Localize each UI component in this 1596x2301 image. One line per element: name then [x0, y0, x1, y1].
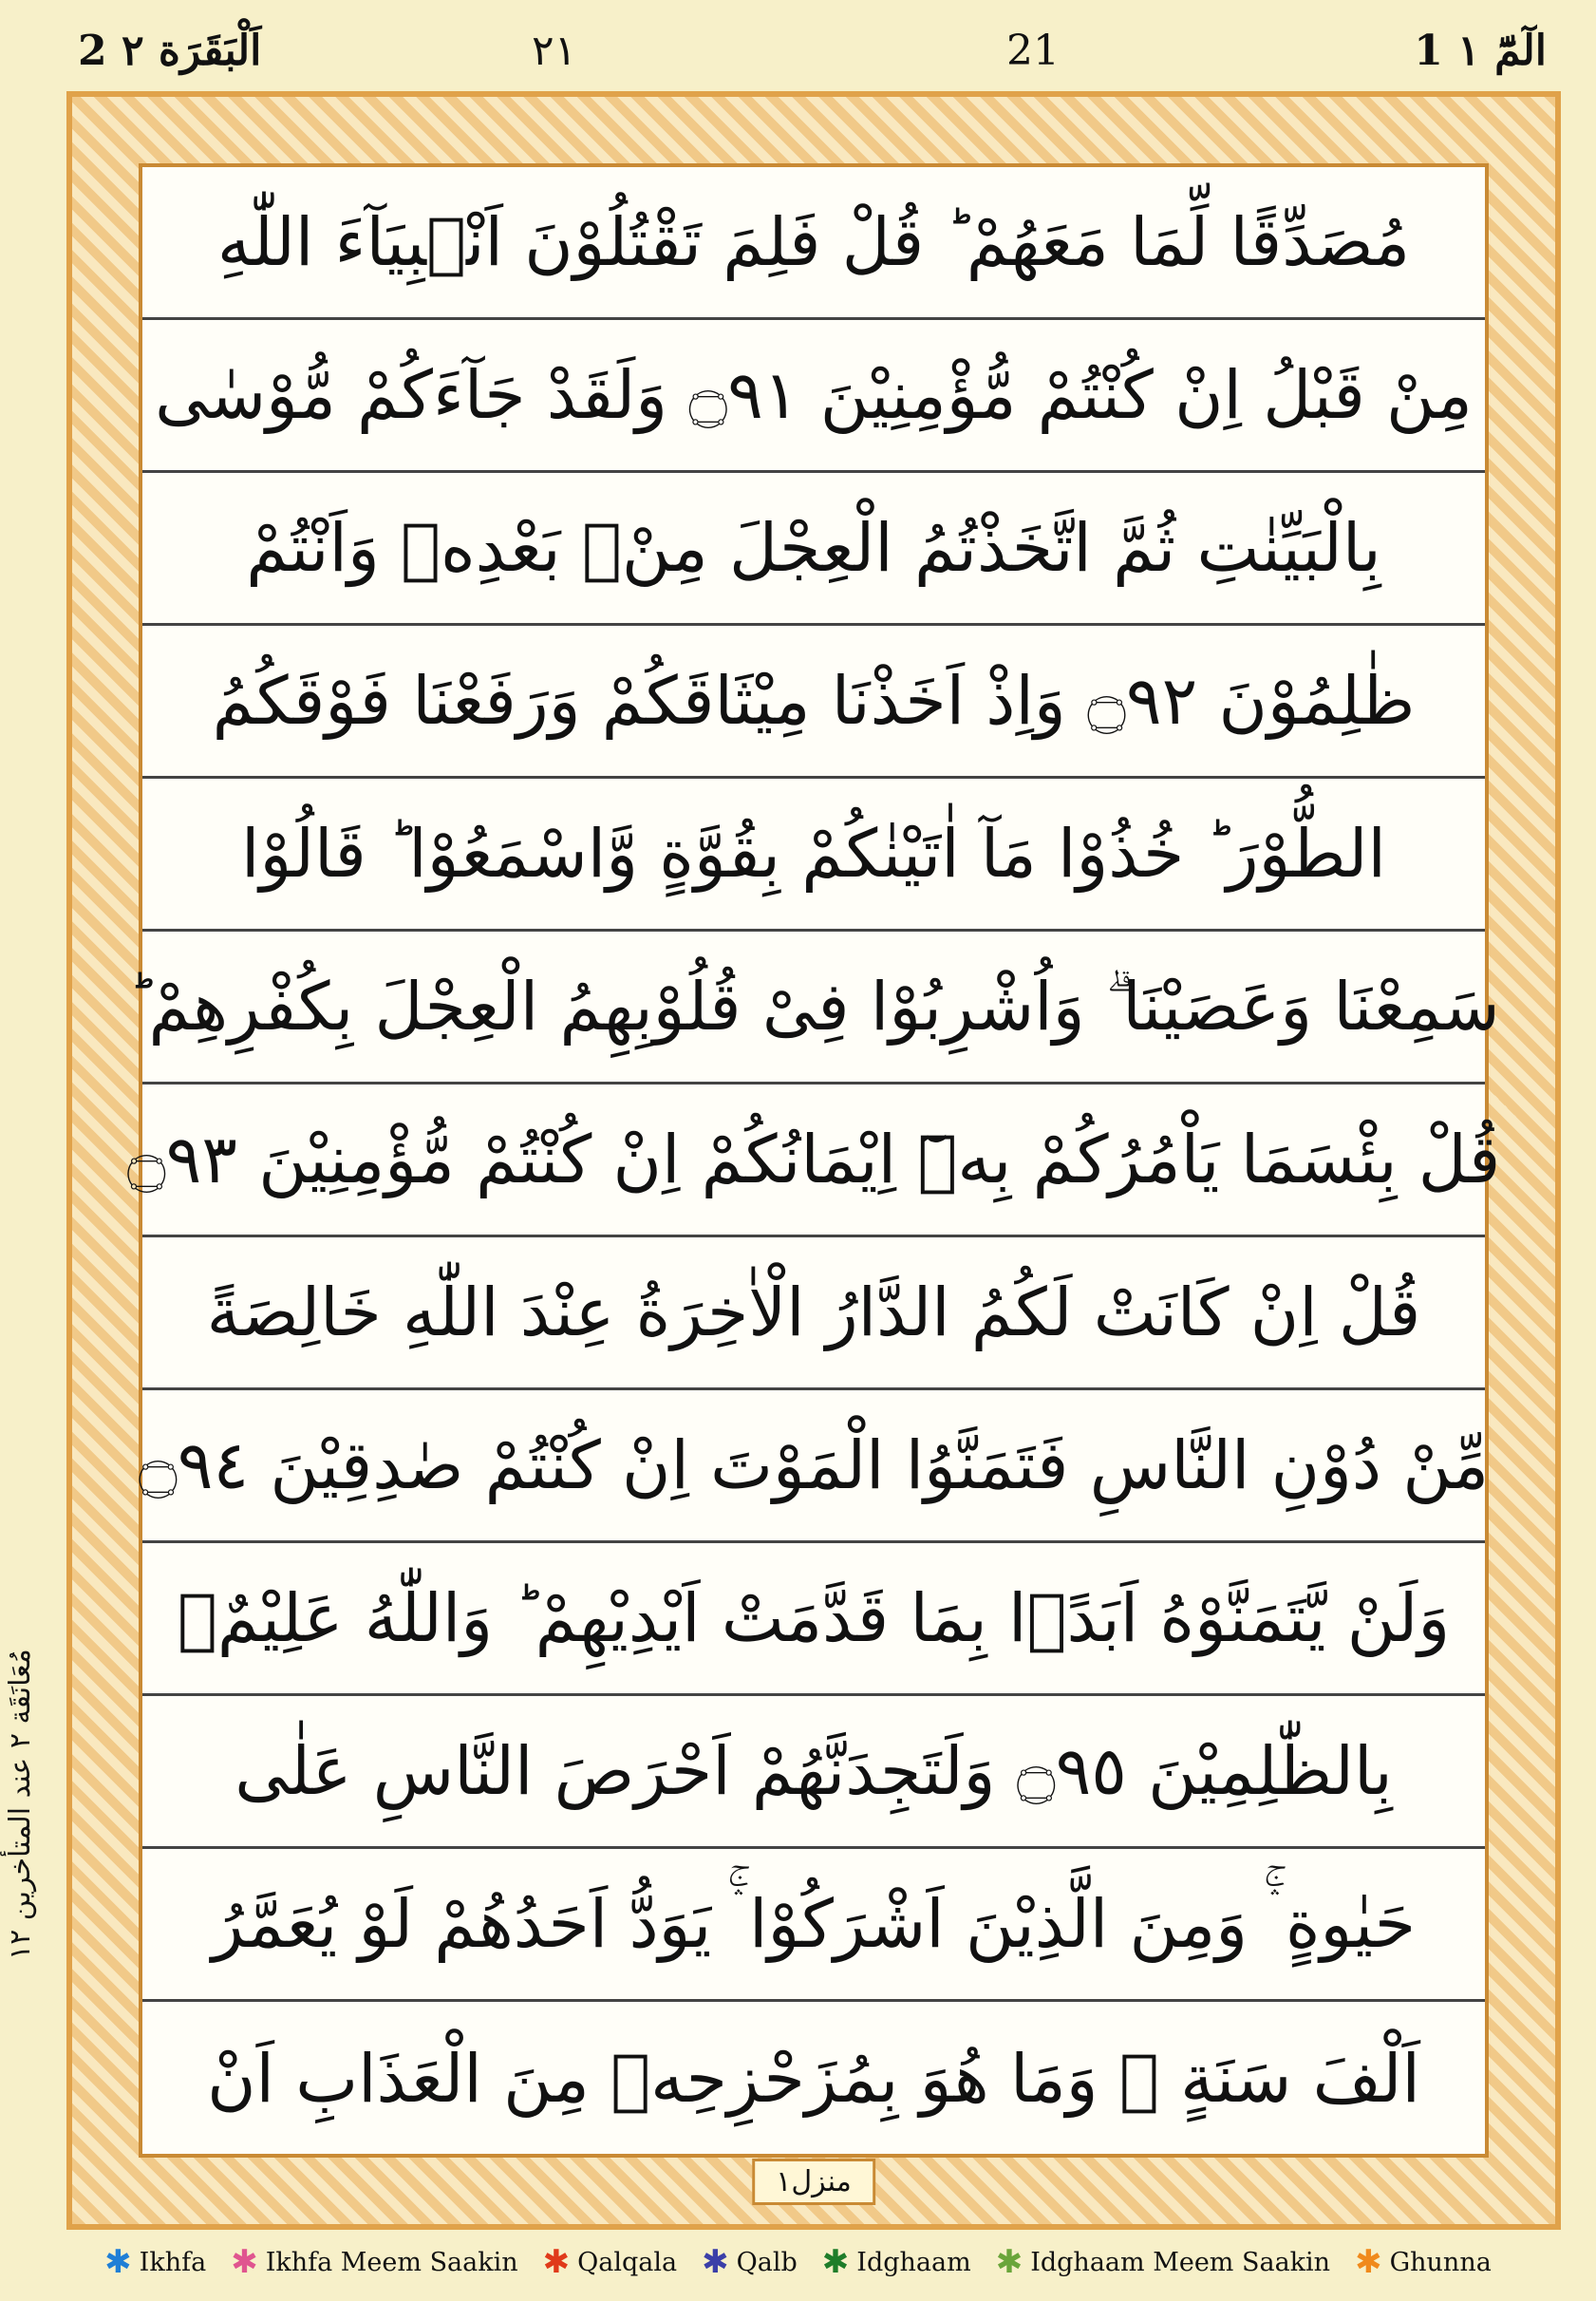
legend-label: Ikhfa — [139, 2247, 207, 2277]
legend-item-idghaam-meem-saakin — [995, 2243, 1331, 2281]
legend-item-qalqala — [542, 2243, 678, 2281]
star-icon: ✱ — [821, 2243, 850, 2281]
legend-label: Qalqala — [577, 2247, 678, 2277]
page-number: 21 — [1006, 27, 1060, 75]
verse-line: قُلْ بِئْسَمَا يَاْمُرُكُمْ بِهٖٓ اِيْمَانُكُمْ اِنْ كُنْتُمْ مُّؤْمِنِيْنَ ۝٩٣ — [142, 1084, 1485, 1237]
legend-item-idghaam — [821, 2243, 971, 2281]
verse-line: ظٰلِمُوْنَ ۝٩٢ وَاِذْ اَخَذْنَا مِيْثَاقَكُمْ وَرَفَعْنَا فَوْقَكُمُ — [142, 626, 1485, 779]
verse-line: حَيٰوةٍ ۛۚ وَمِنَ الَّذِيْنَ اَشْرَكُوْا ۛۚ يَوَدُّ اَحَدُهُمْ لَوْ يُعَمَّرُ — [142, 1849, 1485, 2002]
verse-line: بِالظّٰلِمِيْنَ ۝٩٥ وَلَتَجِدَنَّهُمْ اَحْرَصَ النَّاسِ عَلٰى — [142, 1696, 1485, 1849]
surah-name: 2 اَلْبَقَرَة ٢ — [78, 27, 262, 75]
margin-note: مُعَانَقَة ٢ عند المتأخرين ١٢ — [4, 1649, 37, 1960]
verse-line: قُلْ اِنْ كَانَتْ لَكُمُ الدَّارُ الْاٰخِرَةُ عِنْدَ اللّٰهِ خَالِصَةً — [142, 1237, 1485, 1390]
star-icon: ✱ — [542, 2243, 571, 2281]
page-number-arabic: ٢١ — [532, 27, 577, 75]
star-icon: ✱ — [702, 2243, 729, 2281]
verse-line: الطُّوْرَ ؕ خُذُوْا مَآ اٰتَيْنٰكُمْ بِقُوَّةٍ وَّاسْمَعُوْا ؕ قَالُوْا — [142, 779, 1485, 932]
manzil-label: منزل١ — [752, 2159, 875, 2205]
legend-item-ikhfa-meem-saakin — [231, 2243, 518, 2281]
star-icon: ✱ — [1355, 2243, 1382, 2281]
ornamental-border — [66, 91, 1561, 2230]
star-icon: ✱ — [104, 2243, 132, 2281]
star-icon: ✱ — [995, 2243, 1023, 2281]
legend-label: Idghaam Meem Saakin — [1030, 2247, 1331, 2277]
legend-label: Idghaam — [856, 2247, 971, 2277]
verse-line: مِّنْ دُوْنِ النَّاسِ فَتَمَنَّوُا الْمَوْتَ اِنْ كُنْتُمْ صٰدِقِيْنَ ۝٩٤ — [142, 1390, 1485, 1543]
verse-line: مِنْ قَبْلُ اِنْ كُنْتُمْ مُّؤْمِنِيْنَ ۝٩١ وَلَقَدْ جَآءَكُمْ مُّوْسٰى — [142, 320, 1485, 473]
legend-item-qalb — [702, 2243, 798, 2281]
page-header — [0, 0, 1596, 91]
legend-label: Ghunna — [1389, 2247, 1492, 2277]
text-panel — [126, 163, 1501, 2158]
verse-line: سَمِعْنَا وَعَصَيْنَا ۗ وَاُشْرِبُوْا فِىْ قُلُوْبِهِمُ الْعِجْلَ بِكُفْرِهِمْ ؕ — [142, 932, 1485, 1084]
legend-item-ikhfa — [104, 2243, 207, 2281]
verse-line: بِالْبَيِّنٰتِ ثُمَّ اتَّخَذْتُمُ الْعِجْلَ مِنْۢ بَعْدِهٖ وَاَنْتُمْ — [142, 473, 1485, 626]
tajweed-legend — [0, 2234, 1596, 2291]
verse-line: مُصَدِّقًا لِّمَا مَعَهُمْ ؕ قُلْ فَلِمَ تَقْتُلُوْنَ اَنْۢبِيَآءَ اللّٰهِ — [142, 167, 1485, 320]
verse-line: اَلْفَ سَنَةٍ ۚ وَمَا هُوَ بِمُزَحْزِحِهٖ مِنَ الْعَذَابِ اَنْ — [207, 2039, 1420, 2118]
legend-label: Qalb — [736, 2247, 798, 2277]
verse-line: وَلَنْ يَّتَمَنَّوْهُ اَبَدًۢا بِمَا قَدَّمَتْ اَيْدِيْهِمْ ؕ وَاللّٰهُ عَلِيْمٌۢ — [142, 1543, 1485, 1696]
legend-label: Ikhfa Meem Saakin — [265, 2247, 518, 2277]
legend-item-ghunna — [1355, 2243, 1492, 2281]
juz-name: 1 الٓمّٓ ١ — [1414, 27, 1547, 75]
star-icon: ✱ — [231, 2243, 258, 2281]
